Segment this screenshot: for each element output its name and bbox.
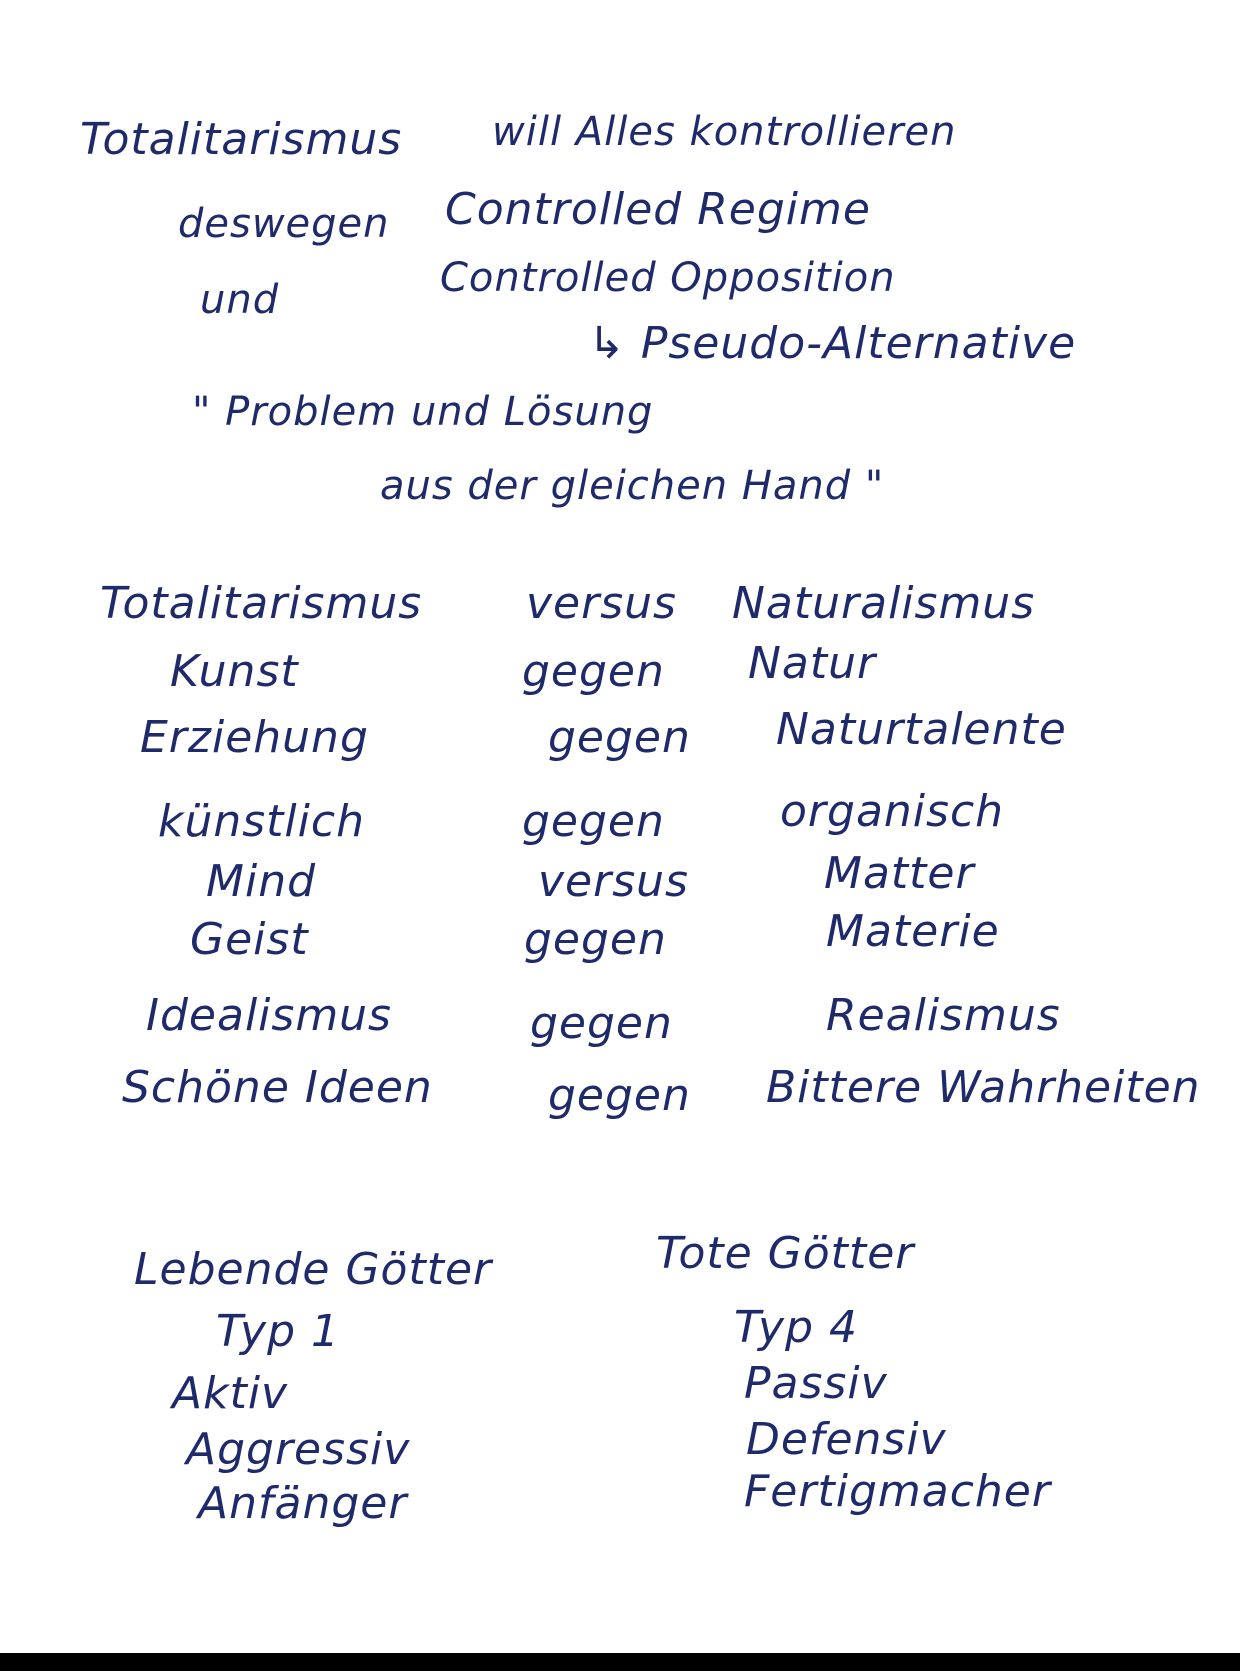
intro-line3-term: Controlled Opposition	[440, 255, 896, 301]
intro-line2-connector: deswegen	[178, 201, 390, 247]
intro-line1-subject: Totalitarismus	[80, 114, 403, 165]
pair-left: künstlich	[158, 796, 365, 847]
intro-pseudo-alternative: ↳ Pseudo-Alternative	[588, 318, 1077, 369]
living-gods-title: Lebende Götter	[134, 1244, 493, 1295]
pair-right: Naturalismus	[732, 578, 1036, 629]
intro-line1-predicate: will Alles kontrollieren	[492, 109, 957, 155]
pair-right: Bittere Wahrheiten	[766, 1062, 1201, 1113]
pair-left: Kunst	[170, 646, 299, 697]
living-gods-item: Aggressiv	[186, 1424, 411, 1475]
pair-right: Materie	[826, 906, 1000, 957]
pair-left: Geist	[190, 914, 309, 965]
pair-left: Idealismus	[146, 990, 392, 1041]
living-gods-item: Aktiv	[172, 1368, 289, 1419]
pair-right: Naturtalente	[776, 704, 1067, 755]
pair-right: Realismus	[826, 990, 1061, 1041]
pair-right: organisch	[780, 786, 1005, 837]
intro-line2-term: Controlled Regime	[445, 184, 871, 235]
living-gods-item: Anfänger	[198, 1478, 408, 1529]
pair-mid: gegen	[522, 796, 665, 847]
dead-gods-item: Passiv	[744, 1358, 888, 1409]
intro-quote-line1: " Problem und Lösung	[192, 389, 654, 435]
dead-gods-item: Fertigmacher	[744, 1466, 1051, 1517]
pair-right: Matter	[824, 848, 975, 899]
pair-mid: gegen	[530, 998, 673, 1049]
pair-mid: gegen	[522, 646, 665, 697]
pair-left: Erziehung	[140, 712, 369, 763]
pair-right: Natur	[748, 638, 877, 689]
dead-gods-type: Typ 4	[734, 1302, 859, 1353]
pair-mid: gegen	[548, 712, 691, 763]
pair-mid: versus	[538, 856, 689, 907]
pair-mid: gegen	[524, 914, 667, 965]
intro-quote-line2: aus der gleichen Hand "	[380, 463, 885, 509]
pair-left: Mind	[206, 856, 317, 907]
pair-mid: versus	[526, 578, 677, 629]
dead-gods-title: Tote Götter	[656, 1228, 915, 1279]
scan-bottom-edge	[0, 1653, 1240, 1671]
intro-line3-connector: und	[200, 277, 280, 323]
pair-left: Schöne Ideen	[122, 1062, 433, 1113]
dead-gods-item: Defensiv	[746, 1414, 947, 1465]
pair-left: Totalitarismus	[100, 578, 423, 629]
living-gods-type: Typ 1	[216, 1306, 341, 1357]
pair-mid: gegen	[548, 1070, 691, 1121]
